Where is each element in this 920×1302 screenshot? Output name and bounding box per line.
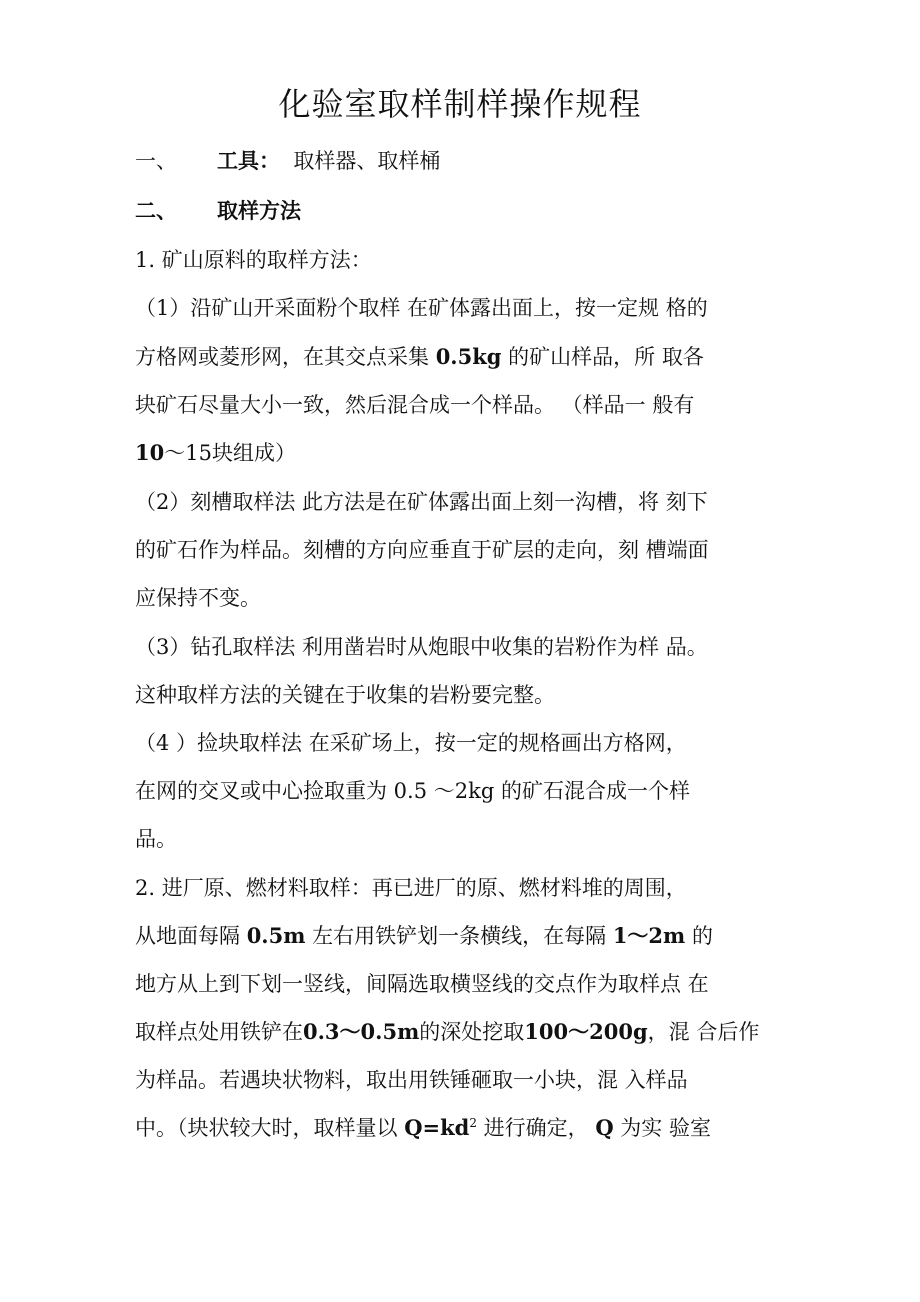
paragraph-line	[135, 919, 713, 953]
paragraph-line: （1）沿矿山开采面粉个取样 在矿体露出面上，按一定规 格的	[135, 296, 708, 320]
paragraph-line: 的矿石作为样品。刻槽的方向应垂直于矿层的走向，刻 槽端面	[135, 538, 709, 562]
text-span: 0.3～0.5m	[303, 1019, 420, 1044]
section-label: 取样方法	[217, 198, 301, 223]
section-number: 一、	[135, 149, 177, 173]
text-span: 方格网或菱形网，在其交点采集	[135, 345, 436, 369]
text-span: 的矿山样品，所 取各	[501, 345, 704, 369]
paragraph-line: 1. 矿山原料的取样方法：	[135, 248, 372, 272]
text-span: Q	[595, 1115, 614, 1140]
text-span: 从地面每隔	[135, 924, 247, 948]
text-span: 0.5m	[246, 923, 306, 948]
section-label: 工具：	[217, 148, 280, 173]
text-span: 100～200g	[524, 1019, 648, 1044]
text-span: 为实 验室	[613, 1116, 711, 1140]
paragraph-line	[135, 1015, 759, 1049]
paragraph-line: 块矿石尽量大小一致，然后混合成一个样品。 （样品一 般有	[135, 393, 695, 417]
paragraph-line: （2）刻槽取样法 此方法是在矿体露出面上刻一沟槽，将 刻下	[135, 490, 708, 514]
text-span: 0.5kg	[435, 344, 502, 369]
text-span: 左右用铁铲划一条横线，在每隔	[305, 924, 613, 948]
text-span: 中。（块状较大时，取样量以	[135, 1116, 405, 1140]
text-span: Q=kd	[404, 1115, 470, 1140]
text-span: 进行确定，	[476, 1116, 596, 1140]
paragraph-line: 2. 进厂原、燃材料取样：再已进厂的原、燃材料堆的周围，	[135, 876, 687, 900]
paragraph-line: 这种取样方法的关键在于收集的岩粉要完整。	[135, 683, 555, 707]
page-title: 化验室取样制样操作规程	[278, 85, 642, 123]
text-span: ，混 合后作	[647, 1020, 760, 1044]
superscript: 2	[469, 1116, 477, 1130]
text-span: 的	[685, 924, 713, 948]
paragraph-line: 在网的交叉或中心捡取重为 0.5 ～2kg 的矿石混合成一个样	[135, 779, 690, 803]
paragraph-line: （4 ）捡块取样法 在采矿场上，按一定的规格画出方格网，	[135, 731, 687, 755]
text-span: 1～2m	[612, 923, 686, 948]
section-number: 二、	[135, 198, 177, 223]
text-span: 取样点处用铁铲在	[135, 1020, 303, 1044]
paragraph-line: 品。	[135, 827, 177, 851]
paragraph-line	[135, 340, 704, 374]
section-methods	[135, 194, 301, 228]
text-span: 的深处挖取	[419, 1020, 525, 1044]
paragraph-line: 为样品。若遇块状物料，取出用铁锤砸取一小块，混 入样品	[135, 1068, 688, 1092]
paragraph-line: 应保持不变。	[135, 586, 261, 610]
paragraph-line: 地方从上到下划一竖线，间隔选取横竖线的交点作为取样点 在	[135, 972, 709, 996]
paragraph-line	[135, 436, 296, 470]
text-span: 10	[135, 440, 165, 465]
section-text: 取样器、取样桶	[293, 149, 441, 173]
section-tools	[135, 144, 440, 178]
text-span: ～15块组成）	[164, 441, 296, 465]
paragraph-line: （3）钻孔取样法 利用凿岩时从炮眼中收集的岩粉作为样 品。	[135, 635, 708, 659]
paragraph-line	[135, 1111, 711, 1145]
